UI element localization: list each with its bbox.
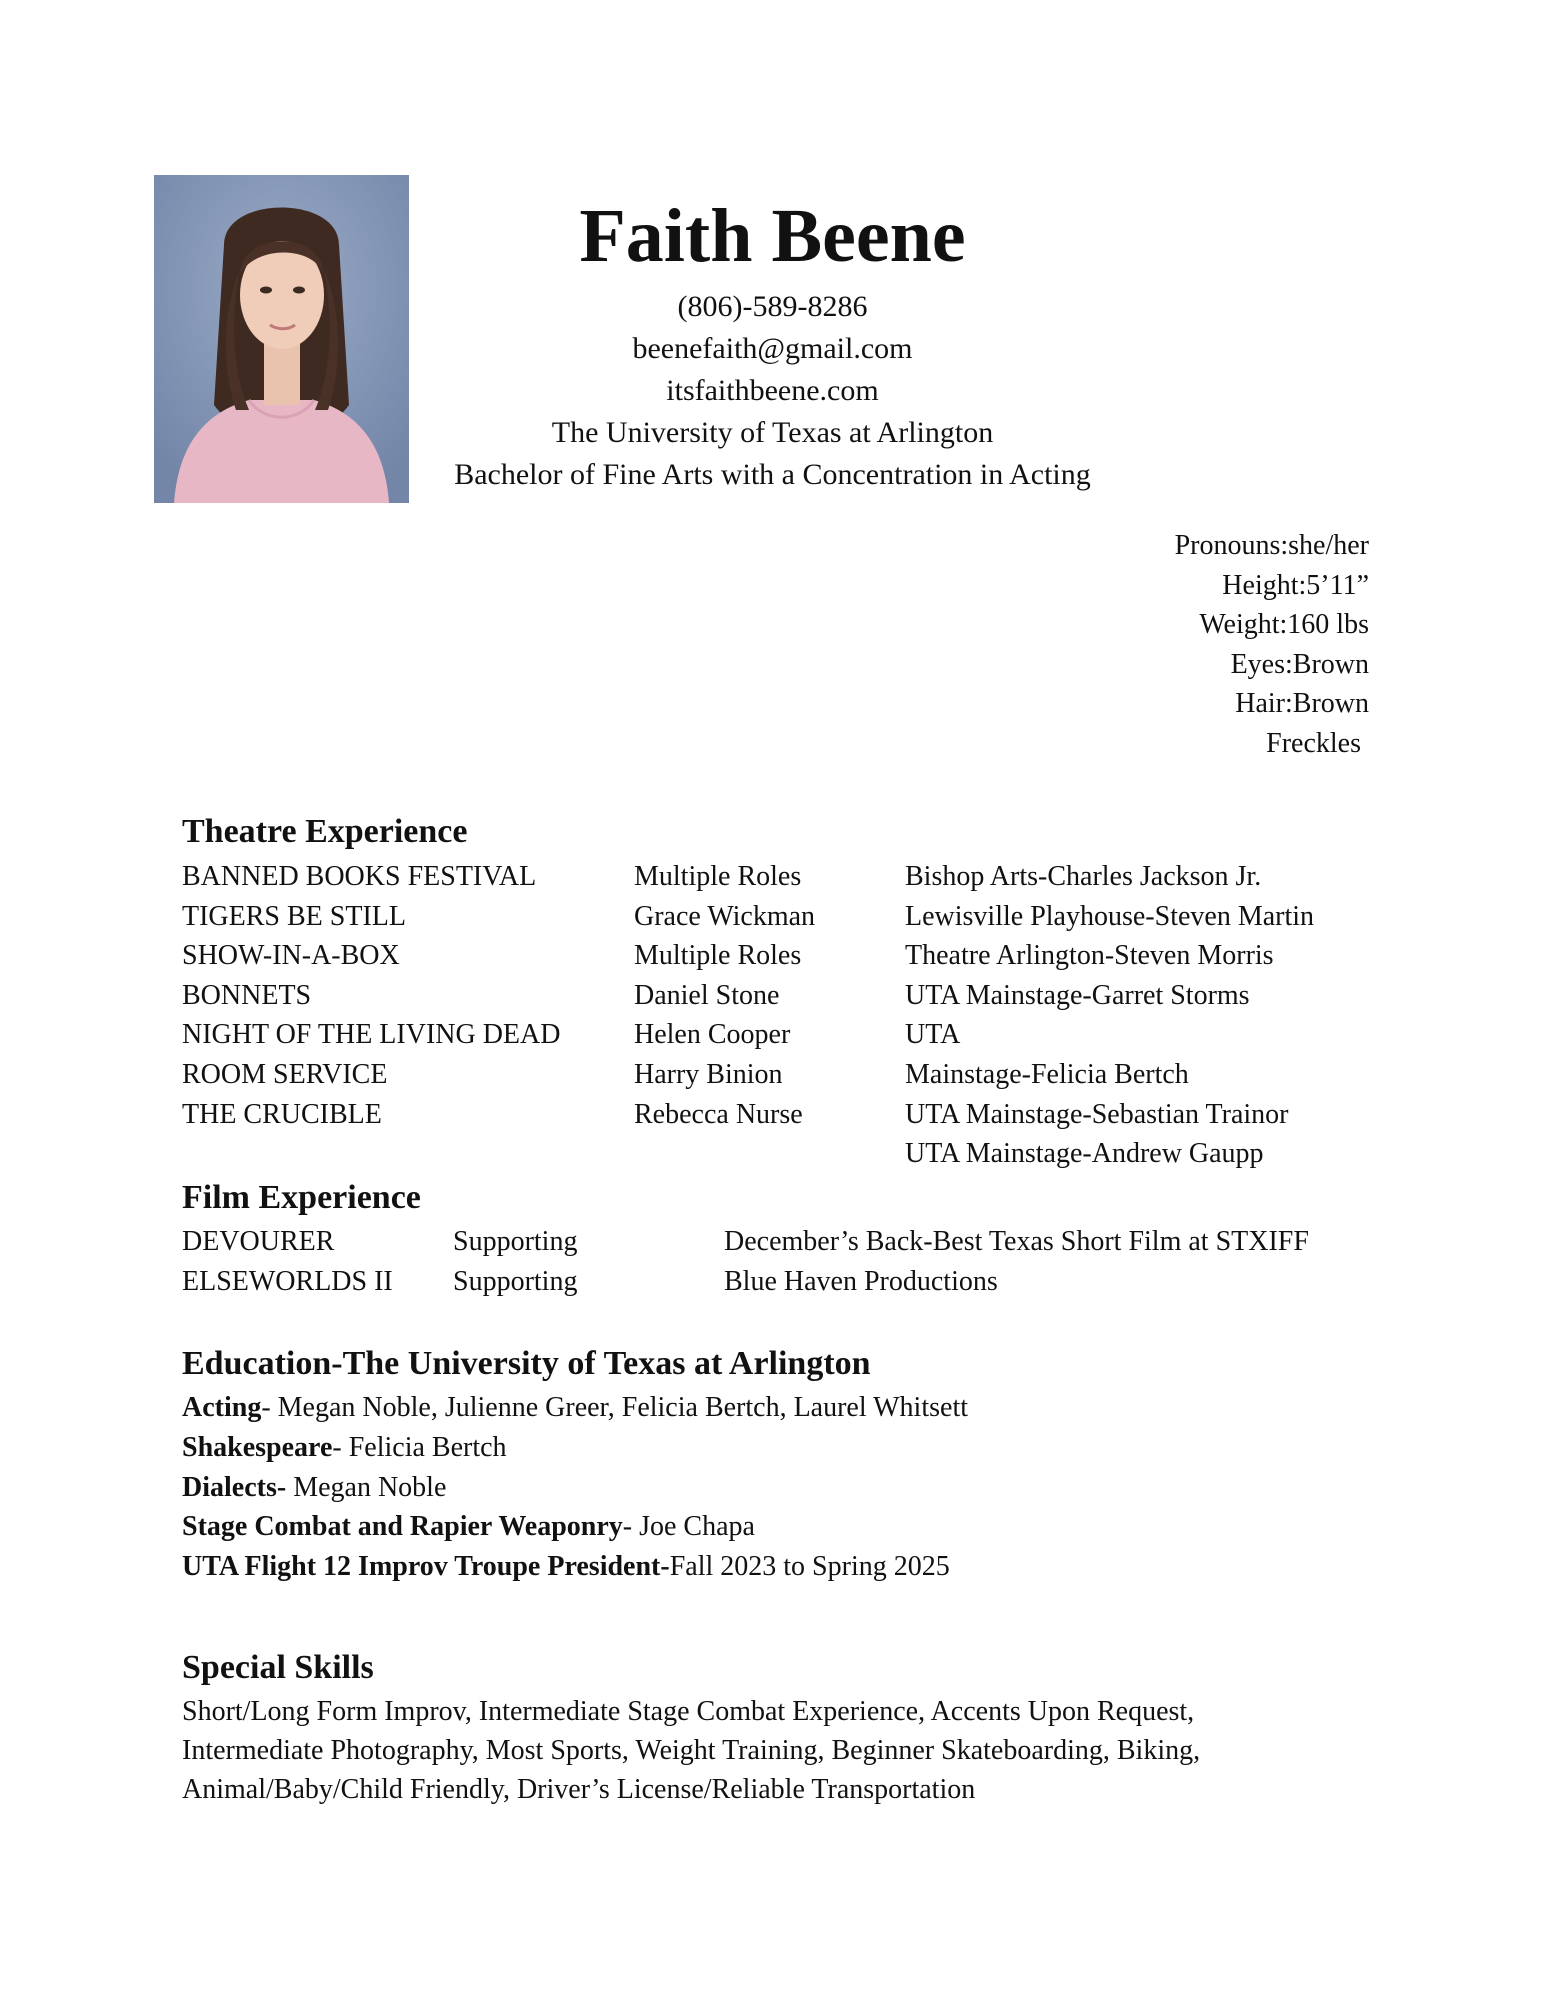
theatre-production: BANNED BOOKS FESTIVAL: [182, 861, 537, 892]
skills-line: Short/Long Form Improv, Intermediate Stage Combat Experience, Accents Upon Request,: [182, 1696, 1195, 1727]
stat-eyes: Eyes:Brown: [1230, 648, 1369, 680]
theatre-role: Multiple Roles: [634, 861, 802, 892]
theatre-production: NIGHT OF THE LIVING DEAD: [182, 1019, 561, 1051]
headshot-photo: [154, 175, 409, 503]
theatre-role: Helen Cooper: [634, 1019, 791, 1051]
skills-text: [182, 1692, 1412, 1809]
education-label: UTA Flight 12 Improv Troupe President-: [182, 1551, 670, 1583]
film-table: [182, 1222, 1382, 1301]
theatre-row: [182, 1134, 1382, 1174]
theatre-role: Rebecca Nurse: [634, 1098, 803, 1130]
education-detail: Megan Noble: [286, 1471, 447, 1503]
theatre-table: [182, 857, 1382, 1174]
stat-weight: Weight:160 lbs: [1199, 609, 1369, 641]
skills-section-title: Special Skills: [182, 1649, 374, 1686]
education-section-title: Education-The University of Texas at Arlington: [182, 1345, 871, 1382]
film-role: Supporting: [453, 1226, 578, 1257]
skills-line: Intermediate Photography, Most Sports, Weight Training, Beginner Skateboarding, Biking,: [182, 1735, 1201, 1766]
headshot-illustration: [154, 175, 409, 503]
school-name: The University of Texas at Arlington: [551, 416, 994, 449]
film-section-title: Film Experience: [182, 1179, 421, 1216]
education-list: [182, 1388, 968, 1587]
stat-pronouns: Pronouns:she/her: [1174, 530, 1369, 561]
theatre-role: Harry Binion: [634, 1058, 783, 1090]
resume-header: [400, 190, 1145, 496]
theatre-production: ROOM SERVICE: [182, 1058, 388, 1090]
theatre-role: Daniel Stone: [634, 979, 780, 1011]
stat-hair: Hair:Brown: [1235, 688, 1369, 720]
theatre-venue: Theatre Arlington-Steven Morris: [905, 940, 1274, 972]
education-detail: - Joe Chapa: [622, 1511, 755, 1543]
stat-other: Freckles: [1266, 727, 1361, 759]
education-item: [182, 1428, 968, 1468]
film-production: Blue Haven Productions: [724, 1265, 998, 1297]
theatre-venue: UTA Mainstage-Sebastian Trainor: [905, 1098, 1289, 1130]
theatre-production: THE CRUCIBLE: [182, 1098, 382, 1130]
theatre-row: [182, 1055, 1382, 1095]
theatre-row: [182, 857, 1382, 897]
theatre-role: Multiple Roles: [634, 940, 802, 972]
education-detail: - Megan Noble, Julienne Greer, Felicia Bertch, Laurel Whitsett: [261, 1392, 968, 1423]
theatre-production: BONNETS: [182, 979, 312, 1011]
film-production: December’s Back-Best Texas Short Film at STXIFF: [724, 1226, 1309, 1257]
education-label: Stage Combat and Rapier Weaponry: [182, 1511, 623, 1543]
website: itsfaithbeene.com: [666, 374, 879, 407]
film-role: Supporting: [453, 1265, 578, 1297]
education-detail: - Felicia Bertch: [332, 1431, 507, 1463]
education-label: Shakespeare: [182, 1431, 333, 1463]
theatre-venue: Bishop Arts-Charles Jackson Jr.: [905, 861, 1262, 892]
education-detail: Fall 2023 to Spring 2025: [669, 1551, 950, 1583]
stat-height: Height:5’11”: [1222, 569, 1369, 601]
education-item: [182, 1547, 968, 1587]
education-item: [182, 1388, 968, 1428]
theatre-venue: UTA Mainstage-Andrew Gaupp: [905, 1138, 1264, 1170]
education-item: [182, 1507, 968, 1547]
email-address: beenefaith@gmail.com: [632, 332, 913, 365]
theatre-role: Grace Wickman: [634, 900, 816, 932]
theatre-section-title: Theatre Experience: [182, 813, 468, 850]
theatre-production: SHOW-IN-A-BOX: [182, 940, 400, 972]
film-row: [182, 1222, 1382, 1262]
degree: Bachelor of Fine Arts with a Concentration in Acting: [454, 458, 1091, 491]
theatre-venue: Mainstage-Felicia Bertch: [905, 1058, 1189, 1090]
theatre-venue: Lewisville Playhouse-Steven Martin: [905, 900, 1315, 932]
applicant-name: Faith Beene: [579, 194, 966, 278]
theatre-row: [182, 1015, 1382, 1055]
theatre-venue: UTA: [905, 1019, 961, 1051]
film-title: DEVOURER: [182, 1226, 335, 1257]
theatre-row: [182, 936, 1382, 976]
skills-line: Animal/Baby/Child Friendly, Driver’s License/Reliable Transportation: [182, 1774, 976, 1805]
education-label: Dialects-: [182, 1471, 287, 1503]
education-item: [182, 1468, 968, 1508]
theatre-production: TIGERS BE STILL: [182, 900, 406, 932]
theatre-venue: UTA Mainstage-Garret Storms: [905, 979, 1250, 1011]
theatre-row: [182, 1095, 1382, 1135]
film-title: ELSEWORLDS II: [182, 1265, 393, 1297]
theatre-row: [182, 976, 1382, 1016]
film-row: [182, 1262, 1382, 1302]
physical-stats: [1175, 526, 1369, 764]
theatre-row: [182, 897, 1382, 937]
phone-number: (806)-589-8286: [677, 290, 868, 323]
education-label: Acting: [182, 1392, 262, 1423]
